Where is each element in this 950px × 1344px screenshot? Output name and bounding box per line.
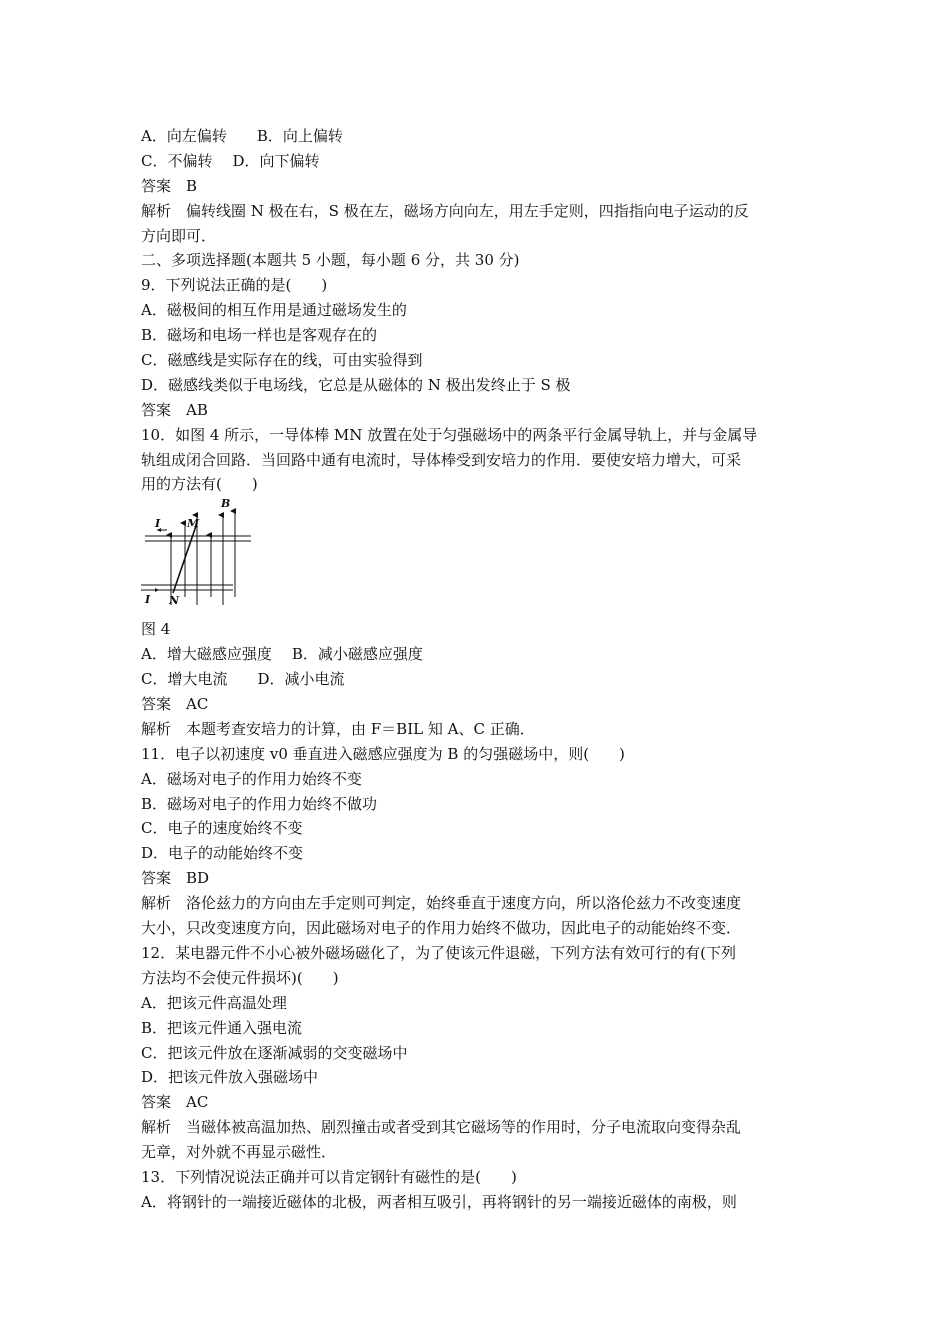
q11-analysis-line-2: 大小，只改变速度方向，因此磁场对电子的作用力始终不做功，因此电子的动能始终不变． xyxy=(141,919,742,938)
q8-answer: 答案 B xyxy=(141,176,198,195)
q10-analysis: 解析 本题考查安培力的计算，由 F＝BIL 知 A、C 正确． xyxy=(141,719,535,738)
q8-option-c: C．不偏转 xyxy=(141,151,213,170)
current-arrowhead-bottom xyxy=(155,588,159,592)
q9-option-c: C．磁感线是实际存在的线，可由实验得到 xyxy=(141,351,423,370)
q11-option-c: C．电子的速度始终不变 xyxy=(141,819,303,838)
q13-option-a: A．将钢针的一端接近磁体的北极，两者相互吸引，再将钢针的另一端接近磁体的南极，则 xyxy=(141,1192,737,1211)
q8-option-d: D．向下偏转 xyxy=(232,151,320,170)
q12-stem-line-2: 方法均不会使元件损坏)( ) xyxy=(141,968,339,987)
q10-stem-line-3: 用的方法有( ) xyxy=(141,475,258,494)
q8-options-row-1 xyxy=(141,124,821,149)
q12-option-b: B．把该元件通入强电流 xyxy=(141,1018,303,1037)
q12-option-c: C．把该元件放在逐渐减弱的交变磁场中 xyxy=(141,1043,408,1062)
q10-stem-line-1: 10．如图 4 所示，一导体棒 MN 放置在处于匀强磁场中的两条平行金属导轨上，并与金属导 xyxy=(141,425,758,444)
q10-option-c: C．增大电流 xyxy=(141,670,228,689)
q12-analysis-line-1: 解析 当磁体被高温加热、剧烈撞击或者受到其它磁场等的作用时，分子电流取向变得杂乱 xyxy=(141,1118,742,1137)
section-title: 二、多项选择题(本题共 5 小题，每小题 6 分，共 30 分) xyxy=(141,251,520,270)
q10-options-row-2 xyxy=(141,667,821,692)
figure-4-caption: 图 4 xyxy=(141,620,171,639)
q8-option-b: B．向上偏转 xyxy=(256,127,343,145)
label-i-top: I xyxy=(155,517,161,531)
q10-stem-line-2: 轨组成闭合回路．当回路中通有电流时，导体棒受到安培力的作用．要使安培力增大，可采 xyxy=(141,450,742,469)
q9-option-b: B．磁场和电场一样也是客观存在的 xyxy=(141,326,378,345)
q10-option-d: D．减小电流 xyxy=(257,670,345,689)
label-m: M xyxy=(187,517,200,531)
figure-4 xyxy=(141,497,821,617)
q11-stem: 11．电子以初速度 v0 垂直进入磁感应强度为 B 的匀强磁场中，则( ) xyxy=(141,744,625,763)
q10-answer: 答案 AC xyxy=(141,695,209,714)
q9-answer: 答案 AB xyxy=(141,400,208,419)
q8-analysis-line-2: 方向即可． xyxy=(141,226,217,245)
q12-option-d: D．把该元件放入强磁场中 xyxy=(141,1068,319,1087)
q11-answer: 答案 BD xyxy=(141,869,210,888)
q9-stem: 9．下列说法正确的是( ) xyxy=(141,276,328,295)
q10-option-b: B．减小磁感应强度 xyxy=(291,645,423,664)
q10-option-a: A．增大磁感应强度 xyxy=(141,645,272,664)
q8-analysis-line-1: 解析 偏转线圈 N 极在右，S 极在左，磁场方向向左，用左手定则，四指指向电子运动的反 xyxy=(141,201,749,220)
label-i-bottom: I xyxy=(145,593,151,607)
rails-magnetic-field-diagram xyxy=(141,497,261,617)
q11-option-a: A．磁场对电子的作用力始终不变 xyxy=(141,769,362,788)
q11-option-d: D．电子的动能始终不变 xyxy=(141,844,304,863)
q12-analysis-line-2: 无章，对外就不再显示磁性． xyxy=(141,1143,337,1162)
q8-option-a: A．向左偏转 xyxy=(141,127,227,145)
label-n: N xyxy=(169,594,180,608)
q8-options-row-2 xyxy=(141,149,821,174)
q11-analysis-line-1: 解析 洛伦兹力的方向由左手定则可判定，始终垂直于速度方向，所以洛伦兹力不改变速度 xyxy=(141,894,742,913)
q12-answer: 答案 AC xyxy=(141,1093,209,1112)
q10-options-row-1 xyxy=(141,642,821,667)
q13-stem: 13．下列情况说法正确并可以肯定钢针有磁性的是( ) xyxy=(141,1167,517,1186)
q9-option-d: D．磁感线类似于电场线，它总是从磁体的 N 极出发终止于 S 极 xyxy=(141,375,571,394)
label-b: B xyxy=(221,497,231,511)
q9-option-a: A．磁极间的相互作用是通过磁场发生的 xyxy=(141,301,407,320)
q11-option-b: B．磁场对电子的作用力始终不做功 xyxy=(141,794,378,813)
q12-option-a: A．把该元件高温处理 xyxy=(141,993,287,1012)
q12-stem-line-1: 12．某电器元件不小心被外磁场磁化了，为了使该元件退磁，下列方法有效可行的有(下列 xyxy=(141,943,736,962)
document-page xyxy=(141,124,821,1215)
